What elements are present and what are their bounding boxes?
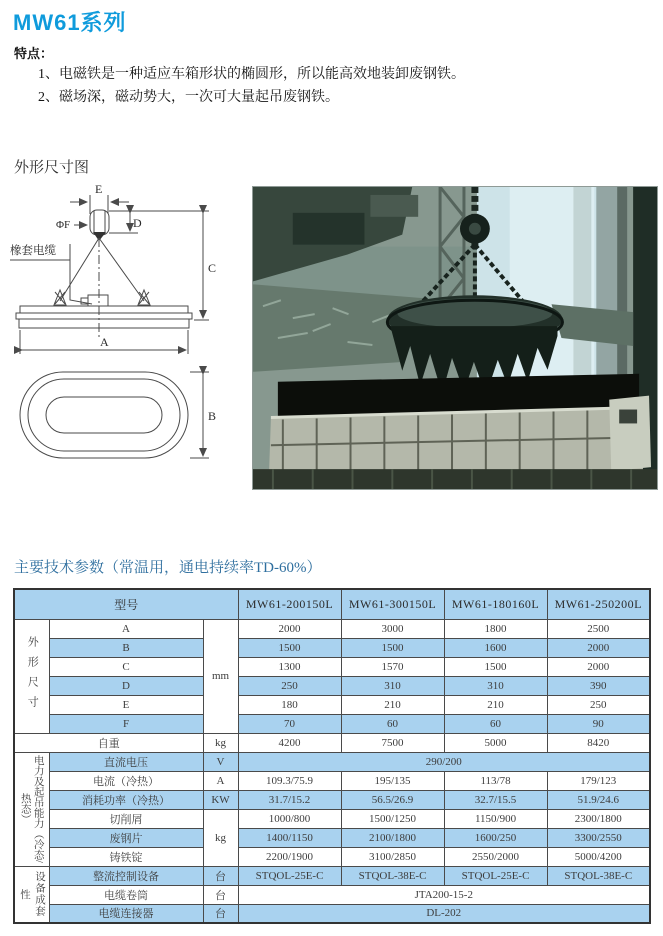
value-cell: 113/78 [444, 771, 547, 790]
value-cell: 3300/2550 [547, 828, 650, 847]
table-row [14, 695, 650, 714]
dim-label-e: E [95, 182, 103, 196]
value-cell: 180 [238, 695, 341, 714]
value-cell: 60 [341, 714, 444, 733]
value-cell: 1800 [444, 619, 547, 638]
value-cell: 310 [341, 676, 444, 695]
row-label: 铸铁锭 [49, 847, 203, 866]
unit-cell: mm [203, 619, 238, 733]
value-cell: 1300 [238, 657, 341, 676]
dim-label-a: A [100, 335, 109, 349]
value-cell: 2000 [547, 657, 650, 676]
value-cell: STQOL-38E-C [341, 866, 444, 885]
table-row [14, 809, 650, 828]
table-row [14, 752, 650, 771]
model-header: MW61-250200L [547, 589, 650, 619]
page-title: MW61系列 [13, 10, 127, 35]
value-cell: 8420 [547, 733, 650, 752]
features-heading: 特点： [14, 46, 54, 61]
unit-cell: KW [203, 790, 238, 809]
value-cell: 2000 [547, 638, 650, 657]
group-label-equipment: 设备成套性 [14, 866, 49, 923]
row-label: A [49, 619, 203, 638]
value-cell: STQOL-25E-C [238, 866, 341, 885]
value-cell: 90 [547, 714, 650, 733]
value-cell-merged: JTA200-15-2 [238, 885, 650, 904]
magnet-bottom-view [20, 372, 188, 458]
value-cell-merged: DL-202 [238, 904, 650, 923]
row-label: 切削屑 [49, 809, 203, 828]
table-row [14, 733, 650, 752]
value-cell: 2500 [547, 619, 650, 638]
value-cell: 1150/900 [444, 809, 547, 828]
table-row [14, 885, 650, 904]
row-label: 自重 [14, 733, 203, 752]
value-cell: 51.9/24.6 [547, 790, 650, 809]
value-cell: 109.3/75.9 [238, 771, 341, 790]
row-label: 直流电压 [49, 752, 203, 771]
table-row [14, 790, 650, 809]
value-cell-merged: 290/200 [238, 752, 650, 771]
value-cell: 7500 [341, 733, 444, 752]
value-cell: 1000/800 [238, 809, 341, 828]
magnet-side-view [20, 306, 188, 313]
table-row [14, 904, 650, 923]
group-label-dims: 外形尺寸 [14, 619, 49, 733]
dim-label-b: B [208, 409, 217, 423]
value-cell: 1570 [341, 657, 444, 676]
unit-cell: 台 [203, 904, 238, 923]
table-row [14, 657, 650, 676]
table-row [14, 619, 650, 638]
row-label: F [49, 714, 203, 733]
table-row [14, 714, 650, 733]
table-row [14, 866, 650, 885]
dim-label-d: D [133, 216, 142, 230]
table-row [14, 771, 650, 790]
table-row [14, 638, 650, 657]
row-label: 电流（冷热） [49, 771, 203, 790]
row-label: B [49, 638, 203, 657]
unit-cell: kg [203, 809, 238, 866]
model-header: MW61-300150L [341, 589, 444, 619]
model-header: MW61-200150L [238, 589, 341, 619]
unit-cell: A [203, 771, 238, 790]
value-cell: 195/135 [341, 771, 444, 790]
value-cell: 210 [444, 695, 547, 714]
unit-cell: kg [203, 733, 238, 752]
table-row [14, 676, 650, 695]
value-cell: 5000 [444, 733, 547, 752]
value-cell: 70 [238, 714, 341, 733]
value-cell: 2200/1900 [238, 847, 341, 866]
product-photo [252, 186, 658, 490]
table-row [14, 828, 650, 847]
params-table [13, 588, 651, 924]
value-cell: 1500/1250 [341, 809, 444, 828]
unit-cell: V [203, 752, 238, 771]
row-label: E [49, 695, 203, 714]
value-cell: 1500 [444, 657, 547, 676]
value-cell: 1500 [341, 638, 444, 657]
value-cell: STQOL-38E-C [547, 866, 650, 885]
value-cell: 2000 [238, 619, 341, 638]
value-cell: 250 [547, 695, 650, 714]
value-cell: 60 [444, 714, 547, 733]
value-cell: 179/123 [547, 771, 650, 790]
value-cell: 390 [547, 676, 650, 695]
unit-cell: 台 [203, 885, 238, 904]
group-label-power: 电力及起吊能力（冷态/热态） [14, 752, 49, 866]
value-cell: 3100/2850 [341, 847, 444, 866]
value-cell: 2550/2000 [444, 847, 547, 866]
lifting-eye [90, 210, 109, 235]
value-cell: STQOL-25E-C [444, 866, 547, 885]
row-label: 整流控制设备 [49, 866, 203, 885]
value-cell: 250 [238, 676, 341, 695]
value-cell: 5000/4200 [547, 847, 650, 866]
feature-item: 2、磁场深，磁动势大，一次可大量起吊废钢铁。 [38, 90, 339, 105]
row-label: 电缆卷筒 [49, 885, 203, 904]
dim-label-f: ΦF [56, 219, 71, 231]
value-cell: 3000 [341, 619, 444, 638]
value-cell: 56.5/26.9 [341, 790, 444, 809]
row-label: 消耗功率（冷热） [49, 790, 203, 809]
value-cell: 1400/1150 [238, 828, 341, 847]
value-cell: 32.7/15.5 [444, 790, 547, 809]
drawing-heading: 外形尺寸图 [14, 160, 90, 176]
row-label: C [49, 657, 203, 676]
row-label: D [49, 676, 203, 695]
value-cell: 4200 [238, 733, 341, 752]
value-cell: 1600/250 [444, 828, 547, 847]
feature-item: 1、电磁铁是一种适应车箱形状的椭圆形，所以能高效地装卸废钢铁。 [38, 67, 465, 82]
sling-lines [60, 238, 144, 301]
value-cell: 210 [341, 695, 444, 714]
table-header-row [14, 589, 650, 619]
value-cell: 31.7/15.2 [238, 790, 341, 809]
value-cell: 1600 [444, 638, 547, 657]
table-row [14, 847, 650, 866]
model-col-header: 型号 [14, 589, 238, 619]
dim-label-c: C [208, 261, 217, 275]
unit-cell: 台 [203, 866, 238, 885]
value-cell: 1500 [238, 638, 341, 657]
value-cell: 2100/1800 [341, 828, 444, 847]
dimension-drawing [8, 180, 233, 495]
cable-label: 橡套电缆 [10, 245, 56, 257]
row-label: 电缆连接器 [49, 904, 203, 923]
model-header: MW61-180160L [444, 589, 547, 619]
params-heading: 主要技术参数（常温用，通电持续率TD-60%） [14, 560, 322, 576]
row-label: 废钢片 [49, 828, 203, 847]
value-cell: 2300/1800 [547, 809, 650, 828]
value-cell: 310 [444, 676, 547, 695]
